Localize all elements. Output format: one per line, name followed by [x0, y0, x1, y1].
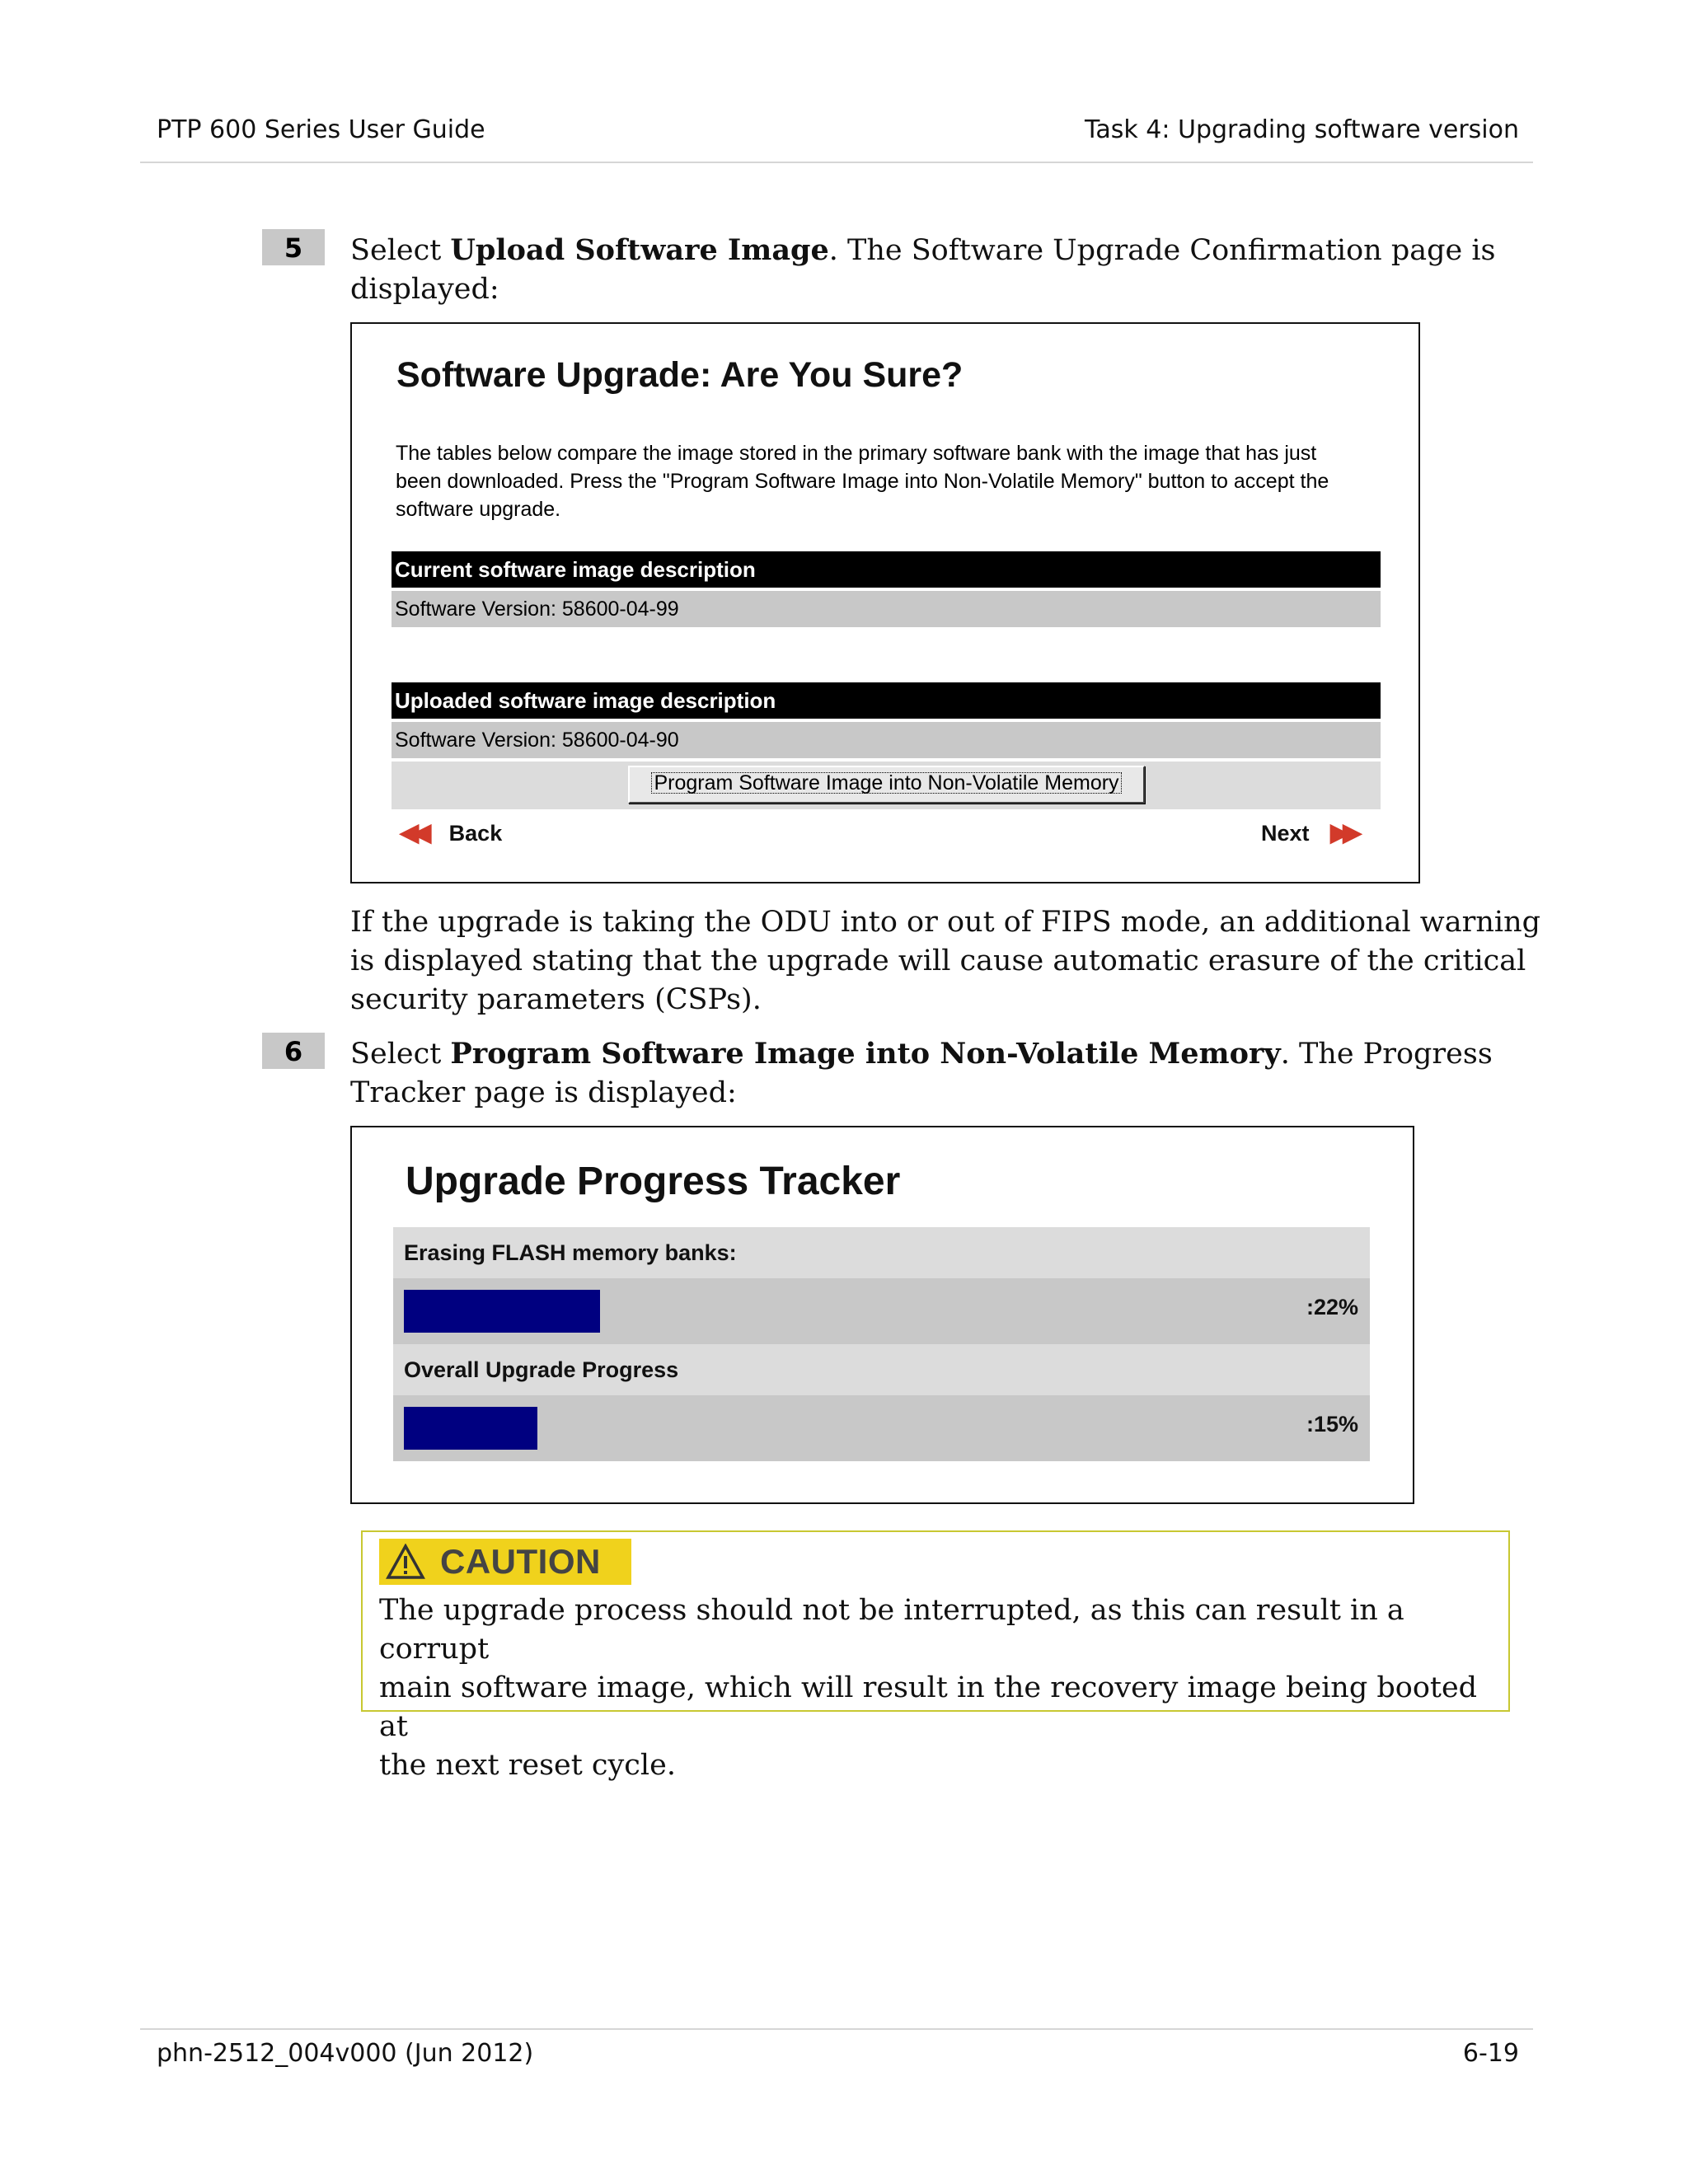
erase-percent: :22%	[1306, 1295, 1358, 1319]
step-number-6: 6	[262, 1033, 325, 1069]
step-5-pre: Select	[350, 234, 451, 267]
back-link[interactable]	[400, 818, 502, 847]
step-number-5: 5	[262, 229, 325, 265]
step-6-line2: Tracker page is displayed:	[350, 1076, 737, 1109]
description-line: software upgrade.	[396, 498, 561, 521]
step-6-post: . The Progress	[1280, 1038, 1493, 1071]
double-left-arrow-icon: ◀◀	[400, 819, 425, 846]
step-5-post: . The Software Upgrade Confirmation page is	[828, 234, 1496, 267]
caution-line: The upgrade process should not be interrupted, as this can result in a corrupt	[379, 1594, 1404, 1666]
next-label: Next	[1261, 821, 1310, 846]
warning-triangle-icon	[386, 1544, 425, 1580]
next-link[interactable]	[1261, 818, 1355, 847]
erase-label-row	[393, 1227, 1370, 1278]
fips-note-line: security parameters (CSPs).	[350, 983, 762, 1016]
step-5-ui-term: Upload Software Image	[450, 233, 829, 267]
current-image-header: Current software image description	[392, 551, 1381, 588]
fips-note-line: If the upgrade is taking the ODU into or out of FIPS mode, an additional warning	[350, 906, 1541, 939]
step-5-text	[350, 231, 1496, 309]
overall-label: Overall Upgrade Progress	[404, 1357, 679, 1382]
confirm-dialog-title: Software Upgrade: Are You Sure?	[396, 355, 964, 395]
caution-box	[361, 1530, 1510, 1782]
caution-tag	[379, 1539, 631, 1585]
double-right-arrow-icon: ▶▶	[1330, 819, 1356, 846]
step-6-text	[350, 1034, 1493, 1113]
step-5-line2: displayed:	[350, 273, 499, 306]
header-doc-title: PTP 600 Series User Guide	[157, 115, 485, 144]
tracker-title: Upgrade Progress Tracker	[406, 1160, 901, 1203]
header-section-title: Task 4: Upgrading software version	[1085, 115, 1519, 144]
erase-label: Erasing FLASH memory banks:	[404, 1240, 737, 1265]
program-software-image-button[interactable]	[628, 766, 1145, 804]
caution-line: the next reset cycle.	[379, 1749, 676, 1782]
program-button-label: Program Software Image into Non-Volatile Memory	[650, 771, 1122, 794]
overall-percent: :15%	[1306, 1412, 1358, 1436]
description-line: been downloaded. Press the "Program Software Image into Non-Volatile Memory" button to accept the	[396, 470, 1329, 493]
footer-doc-id: phn-2512_004v000 (Jun 2012)	[157, 2039, 534, 2068]
uploaded-image-version: Software Version: 58600-04-90	[392, 722, 1381, 758]
overall-progress-fill	[404, 1407, 537, 1450]
current-image-version: Software Version: 58600-04-99	[392, 591, 1381, 627]
footer-page-number: 6-19	[1462, 2039, 1519, 2068]
erase-progress-row	[393, 1278, 1370, 1344]
fips-note-line: is displayed stating that the upgrade will cause automatic erasure of the critical	[350, 944, 1526, 977]
erase-progress-track	[404, 1290, 1294, 1333]
description-line: The tables below compare the image stored in the primary software bank with the image that has just	[396, 442, 1317, 465]
caution-label: CAUTION	[440, 1542, 601, 1581]
uploaded-image-header: Uploaded software image description	[392, 682, 1381, 719]
confirm-dialog-screenshot	[350, 322, 1420, 883]
overall-label-row	[393, 1344, 1370, 1395]
fips-note	[350, 903, 1540, 1019]
erase-progress-fill	[404, 1290, 600, 1333]
header-rule	[140, 162, 1533, 163]
step-6-ui-term: Program Software Image into Non-Volatile Memory	[450, 1037, 1281, 1071]
back-label: Back	[448, 821, 503, 846]
overall-progress-track	[404, 1407, 1294, 1450]
caution-text	[379, 1591, 1484, 1785]
caution-line: main software image, which will result in the recovery image being booted at	[379, 1671, 1478, 1743]
footer-rule	[140, 2028, 1533, 2030]
confirm-dialog-description	[396, 439, 1329, 523]
overall-progress-row	[393, 1395, 1370, 1461]
step-6-pre: Select	[350, 1038, 451, 1071]
